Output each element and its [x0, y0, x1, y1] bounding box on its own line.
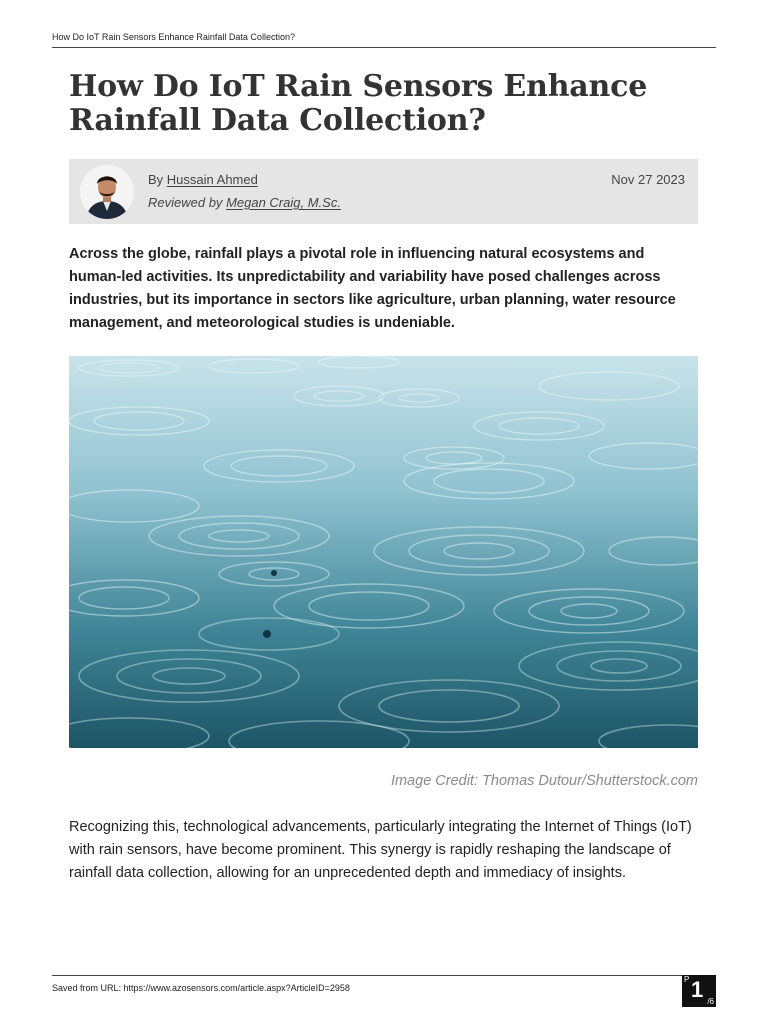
reviewed-by-label: Reviewed by [148, 195, 223, 210]
publish-date: Nov 27 2023 [611, 172, 685, 187]
image-credit: Image Credit: Thomas Dutour/Shutterstock.com [390, 773, 698, 789]
article-title: How Do IoT Rain Sensors Enhance Rainfall Data Collection? [69, 69, 648, 138]
body-paragraph: Recognizing this, technological advancements, particularly integrating the Internet of Things (IoT) with rain sensors, have become prominent. This synergy is rapidly reshaping the landscape of rainfall data collection, allowing for an unprecedented depth and immediacy of insights. [69, 819, 692, 881]
page-total: /6 [707, 997, 714, 1006]
reviewer-link[interactable]: Megan Craig, M.Sc. [226, 195, 341, 210]
page-prefix: P [684, 975, 690, 984]
running-header-title: How Do IoT Rain Sensors Enhance Rainfall Data Collection? [52, 32, 295, 42]
footer-divider [52, 975, 682, 976]
page-number: 1 [691, 977, 704, 1002]
byline-reviewer [148, 195, 341, 210]
author-avatar [80, 165, 134, 219]
byline-author [148, 172, 258, 187]
by-label: By [148, 172, 164, 187]
hero-image-rain-ripples [69, 356, 698, 748]
byline-panel [69, 159, 698, 224]
author-link[interactable]: Hussain Ahmed [166, 172, 258, 187]
footer-saved-url: Saved from URL: https://www.azosensors.com/article.aspx?ArticleID=2958 [52, 983, 350, 993]
page-number-badge [682, 975, 716, 1007]
header-divider [52, 47, 716, 48]
lead-paragraph: Across the globe, rainfall plays a pivotal role in influencing natural ecosystems and human-led activities. Its unpredictability and variability have posed challenges across industries, but its importance in sectors like agriculture, urban planning, water resource management, and meteorological studies is undeniable. [69, 246, 676, 331]
